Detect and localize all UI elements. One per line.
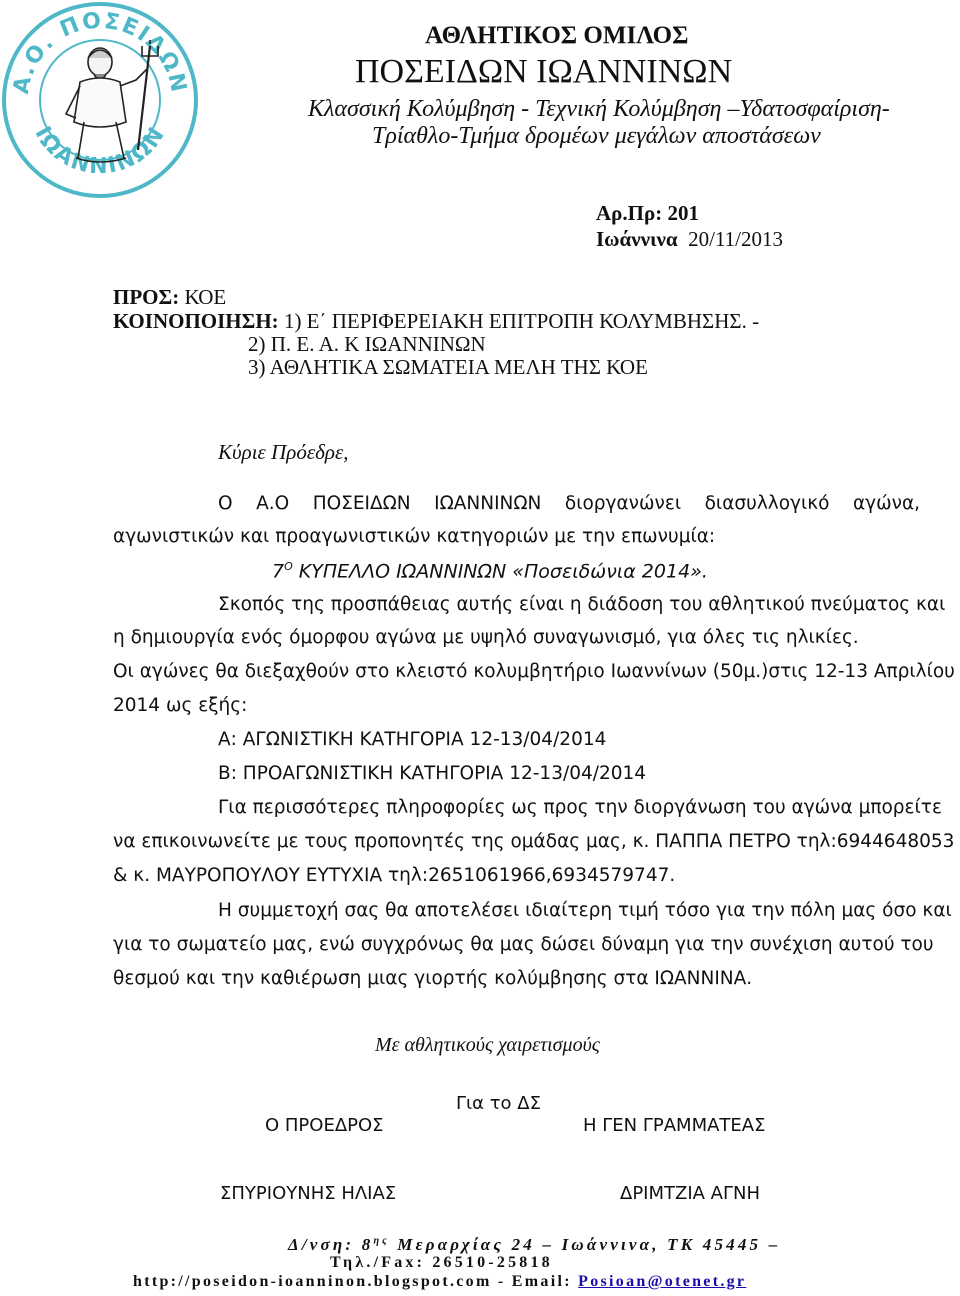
event-name: ΚΥΠΕΛΛΟ ΙΩΑΝΝΙΝΩΝ «Ποσειδώνια 2014».: [292, 560, 708, 583]
club-sports-line-1: Κλασσική Κολύμβηση - Τεχνική Κολύμβηση –Υδατοσφαίριση-: [308, 96, 890, 122]
paragraph-5-line-1: Η συμμετοχή σας θα αποτελέσει ιδιαίτερη τιμή τόσο για την πόλη μας όσο και: [218, 900, 952, 921]
place-date: [596, 227, 783, 252]
protocol-number: Αρ.Πρ: 201: [596, 201, 699, 225]
paragraph-4-line-2: να επικοινωνείτε με τους προπονητές της ομάδας μας, κ. ΠΑΠΠΑ ΠΕΤΡΟ τηλ:6944648053: [113, 831, 955, 852]
footer-phone-fax: Τηλ./Fax: 26510-25818: [330, 1254, 553, 1271]
event-number: 7: [272, 560, 285, 583]
paragraph-4-line-3: & κ. ΜΑΥΡΟΠΟΥΛΟΥ ΕΥΤΥΧΙΑ τηλ:2651061966,6934579747.: [113, 865, 676, 886]
club-type: ΑΘΛΗΤΙΚΟΣ ΟΜΙΛΟΣ: [425, 22, 689, 49]
president-title: Ο ΠΡΟΕΔΡΟΣ: [265, 1115, 384, 1136]
cc-item-3: 3) ΑΘΛΗΤΙΚΑ ΣΩΜΑΤΕΙΑ ΜΕΛΗ ΤΗΣ ΚΟΕ: [248, 355, 648, 379]
closing: Με αθλητικούς χαιρετισμούς: [375, 1034, 600, 1056]
logo-text-bottom: ΙΩΑΝΝΙΝΩΝ: [29, 121, 171, 180]
club-logo: [0, 0, 200, 200]
category-b: Β: ΠΡΟΑΓΩΝΙΣΤΙΚΗ ΚΑΤΗΓΟΡΙΑ 12-13/04/2014: [218, 763, 647, 784]
address-rest: Μεραρχίας 24 – Ιωάννινα, ΤΚ 45445 –: [389, 1235, 781, 1254]
paragraph-2-line-2: η δημιουργία ενός όμορφου αγώνα με υψηλό συναγωνισμό, για όλες τις ηλικίες.: [113, 627, 859, 648]
event-ordinal: Ο: [284, 560, 293, 573]
for-board: Για το ΔΣ: [456, 1093, 541, 1114]
address-ordinal: ης: [373, 1235, 390, 1247]
president-name: ΣΠΥΡΙΟΥΝΗΣ ΗΛΙΑΣ: [220, 1183, 397, 1204]
address-prefix: Δ/νση: 8: [288, 1235, 374, 1254]
cc-item-2: 2) Π. Ε. Α. Κ ΙΩΑΝΝΙΝΩΝ: [248, 332, 486, 356]
to-label: ΠΡΟΣ:: [113, 285, 180, 309]
paragraph-3-line-1: Οι αγώνες θα διεξαχθούν στο κλειστό κολυμβητήριο Ιωαννίνων (50μ.)στις 12-13 Απριλίου: [113, 661, 955, 682]
club-name: ΠΟΣΕΙΔΩΝ ΙΩΑΝΝΙΝΩΝ: [355, 53, 733, 90]
email-link[interactable]: Posioan@otenet.gr: [578, 1273, 747, 1290]
footer-web-email: [133, 1273, 746, 1291]
event-title: [272, 560, 708, 582]
cc-item-1: 1) Ε΄ ΠΕΡΙΦΕΡΕΙΑΚΗ ΕΠΙΤΡΟΠΗ ΚΟΛΥΜΒΗΣΗΣ. -: [283, 309, 760, 333]
recipient-to: [113, 285, 226, 310]
paragraph-3-line-2: 2014 ως εξής:: [113, 695, 248, 716]
footer-address: [288, 1235, 780, 1255]
cc-label: ΚΟΙΝΟΠΟΙΗΣΗ:: [113, 309, 279, 333]
secretary-name: ΔΡΙΜΤΖΙΑ ΑΓΝΗ: [620, 1183, 761, 1204]
paragraph-1-line-2: αγωνιστικών και προαγωνιστικών κατηγοριών με την επωνυμία:: [113, 526, 716, 547]
paragraph-5-line-2: για το σωματείο μας, ενώ συγχρόνως θα μας δώσει δύναμη για την συνέχιση αυτού του: [113, 934, 934, 955]
club-sports-line-2: Τρίαθλο-Τμήμα δρομέων μεγάλων αποστάσεων: [372, 123, 821, 149]
paragraph-2-line-1: Σκοπός της προσπάθειας αυτής είναι η διάδοση του αθλητικού πνεύματος και: [218, 594, 946, 615]
paragraph-1-line-1: Ο Α.Ο ΠΟΣΕΙΔΩΝ ΙΩΑΝΝΙΝΩΝ διοργανώνει διασυλλογικό αγώνα,: [218, 493, 921, 514]
to-value: ΚΟΕ: [184, 285, 227, 309]
letter-date: 20/11/2013: [688, 227, 784, 251]
recipient-cc: [113, 309, 759, 334]
place-label: Ιωάννινα: [596, 227, 678, 251]
logo-text-top: Α.Ο. ΠΟΣΕΙΔΩΝ: [8, 8, 192, 97]
paragraph-5-line-3: θεσμού και την καθιέρωση μιας γιορτής κολύμβησης στα ΙΩΑΝΝΙΝΑ.: [113, 968, 753, 989]
secretary-title: Η ΓΕΝ ΓΡΑΜΜΑΤΕΑΣ: [583, 1115, 766, 1136]
website-link[interactable]: http://poseidon-ioanninon.blogspot.com - Email:: [133, 1273, 579, 1290]
paragraph-4-line-1: Για περισσότερες πληροφορίες ως προς την διοργάνωση του αγώνα μπορείτε: [218, 797, 942, 818]
category-a: Α: ΑΓΩΝΙΣΤΙΚΗ ΚΑΤΗΓΟΡΙΑ 12-13/04/2014: [218, 729, 607, 750]
salutation: Κύριε Πρόεδρε,: [218, 440, 349, 464]
